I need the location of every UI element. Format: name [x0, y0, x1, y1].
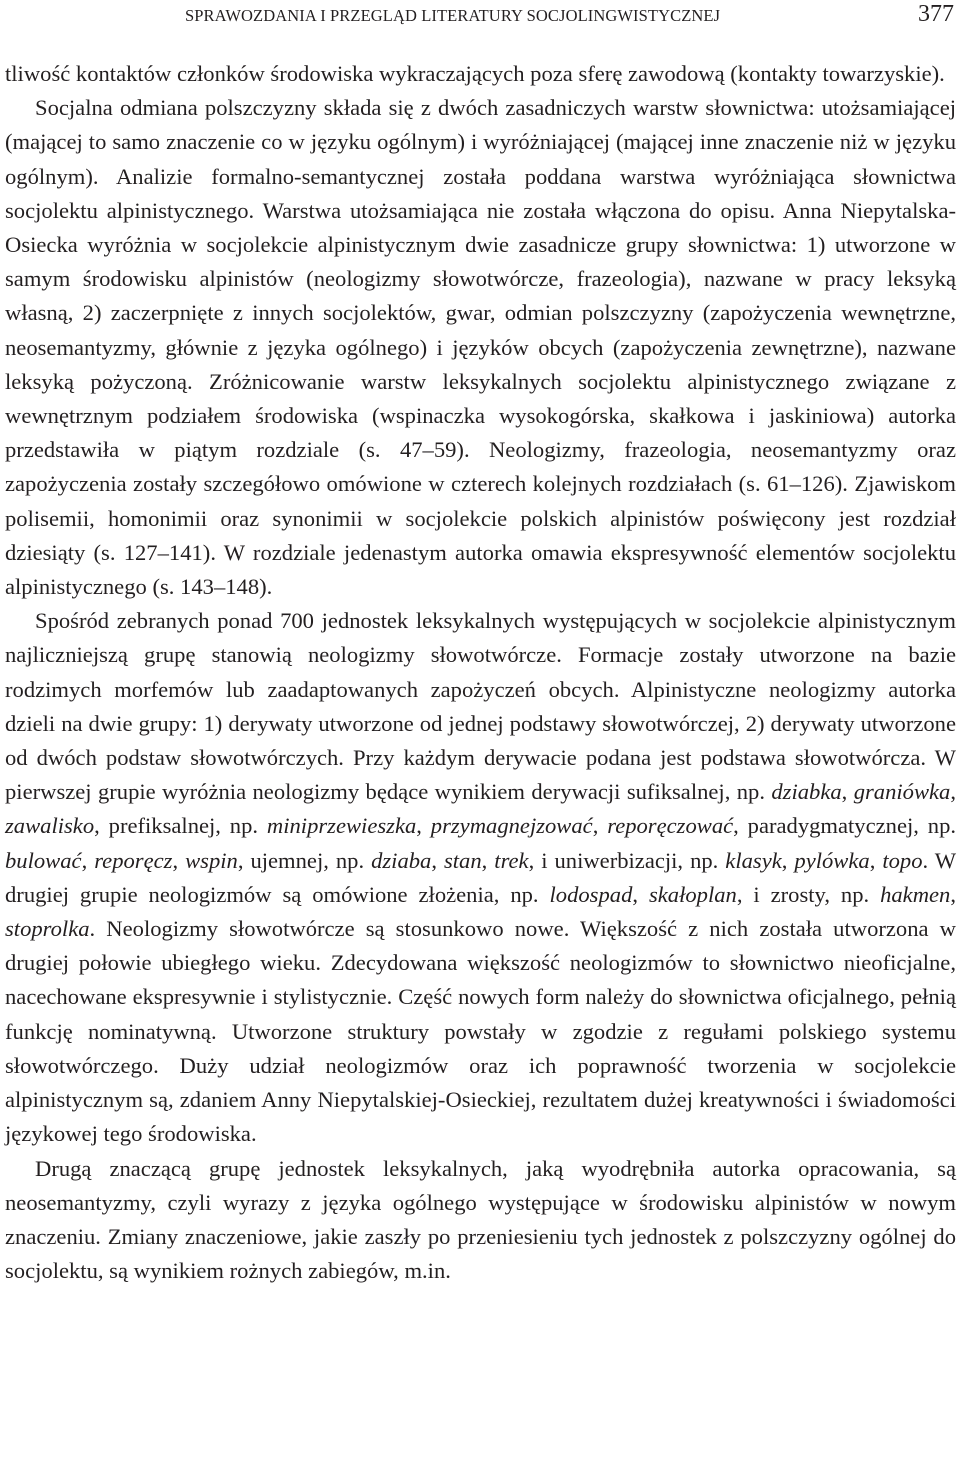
italic-term: hakmen: [880, 881, 951, 907]
text-run: ,: [416, 813, 431, 839]
text-run: ,: [841, 779, 854, 805]
text-run: , i uniwerbizacji, np.: [528, 847, 726, 873]
text-run: ,: [950, 881, 956, 907]
text-run: ,: [172, 847, 186, 873]
text-run: , i zrosty, np.: [736, 881, 881, 907]
italic-term: reporęczować: [607, 813, 734, 839]
italic-term: graniówka: [853, 779, 951, 805]
italic-term: pylówka: [794, 847, 870, 873]
page-number: 377: [918, 1, 954, 27]
text-run: ,: [950, 779, 957, 805]
text-run: , ujemnej, np.: [237, 847, 372, 873]
text-run: Socjalna odmiana polszczyzny składa się z dwóch zasadniczych warstw słownictwa: utożsamiającej (mającej to samo znaczenie co w języku ogólnym) i wyróżniającej (mającej inne znaczenie niż w języku ogólnym). Analizie formalno-semantycznej została poddana warstwa wyróżniająca słownictwa socjolektu alpinistycznego. Warstwa utożsamiająca nie została włączona do opisu. Anna Niepytalska-Osiecka wyróżnia w socjolekcie alpinistycznym dwie zasadnicze grupy słownictwa: 1) utworzone w samym środowisku alpinistów (neologizmy słowotwórcze, frazeologia), nazwane w pracy leksyką własną, 2) zaczerpnięte z innych socjolektów, gwar, odmian polszczyzny (zapożyczenia wewnętrzne, neosemantyzmy, głównie z języka ogólnego) i języków obcych (zapożyczenia zewnętrzne), nazwane leksyką pożyczoną. Zróżnicowanie warstw leksykalnych socjolektu alpinistycznego związane z wewnętrznym podziałem środowiska (wspinaczka wysokogórska, skałkowa i jaskiniowa) autorka przedstawiła w piątym rozdziale (s. 47–59). Neologizmy, frazeologia, neosemantyzmy oraz zapożyczenia zostały szczegółowo omówione w czterech kolejnych rozdziałach (s. 61–126). Zjawiskom polisemii, homonimii oraz synonimii w socjolekcie polskich alpinistów poświęcony jest rozdział dziesiąty (s. 127–141). W rozdziale jedenastym autorka omawia ekspresywność elementów socjolektu alpinistycznego (s. 143–148).: [5, 95, 956, 600]
text-run: ,: [869, 847, 883, 873]
text-run: tliwość kontaktów członków środowiska wykraczających poza sferę zawodową (kontakty towarzyskie).: [5, 61, 945, 86]
italic-term: topo: [882, 847, 923, 873]
italic-term: trek: [494, 847, 529, 873]
italic-term: przymagnejzować: [430, 813, 593, 839]
italic-term: skałoplan: [648, 881, 737, 907]
italic-term: bulować: [5, 847, 82, 873]
text-run: ,: [592, 813, 608, 839]
text-run: ,: [481, 847, 495, 873]
text-run: ,: [781, 847, 795, 873]
paragraph: [5, 57, 956, 91]
text-run: ,: [632, 881, 649, 907]
italic-term: stoprolka: [5, 916, 90, 942]
text-run: ,: [81, 847, 95, 873]
text-run: ,: [431, 847, 444, 873]
paragraph: [5, 91, 956, 604]
italic-term: miniprzewieszka: [266, 813, 417, 839]
paragraph: [5, 1152, 956, 1289]
paragraph: [5, 604, 956, 1151]
text-run: , paradygmatycznej, np.: [733, 813, 957, 839]
running-header: [185, 1, 954, 29]
italic-term: dziaba: [371, 847, 432, 873]
italic-term: lodospad: [549, 881, 633, 907]
italic-term: dziabka: [771, 779, 842, 805]
text-run: , prefiksalnej, np.: [94, 813, 267, 839]
body-text: [5, 57, 956, 1288]
italic-term: zawalisko: [5, 813, 95, 839]
italic-term: stan: [443, 847, 482, 873]
text-run: Spośród zebranych ponad 700 jednostek leksykalnych występujących w socjolekcie alpinistycznym najliczniejszą grupę stanowią neologizmy słowotwórcze. Formacje zostały utworzone na bazie rodzimych morfemów lub zaadaptowanych zapożyczeń obcych. Alpinistyczne neologizmy autorka dzieli na dwie grupy: 1) derywaty utworzone od jednej podstawy słowotwórczej, 2) derywaty utworzone od dwóch podstaw słowotwórczych. Przy każdym derywacie podana jest podstawa słowotwórcza. W pierwszej grupie wyróżnia neologizmy będące wynikiem derywacji sufiksalnej, np.: [5, 608, 956, 805]
text-run: . Neologizmy słowotwórcze są stosunkowo nowe. Większość z nich została utworzona w drugiej połowie ubiegłego wieku. Zdecydowana większość neologizmów to słownictwo nieoficjalne, nacechowane ekspresywnie i stylistycznie. Część nowych form należy do słownictwa oficjalnego, pełnią funkcję nominatywną. Utworzone struktury powstały w zgodzie z regułami polskiego systemu słowotwórczego. Duży udział neologizmów oraz ich poprawność tworzenia w socjolekcie alpinistycznym są, zdaniem Anny Niepytalskiej-Osieckiej, rezultatem dużej kreatywności i świadomości językowej tego środowiska.: [5, 916, 956, 1147]
italic-term: klasyk: [725, 847, 782, 873]
journal-section-title: SPRAWOZDANIA I PRZEGLĄD LITERATURY SOCJOLINGWISTYCZNEJ: [185, 6, 721, 25]
text-run: . W drugiej grupie neologizmów są omówione złożenia, np.: [5, 847, 957, 907]
text-run: Drugą znaczącą grupę jednostek leksykalnych, jaką wyodrębniła autorka opracowania, są neosemantyzmy, czyli wyrazy z języka ogólnego występujące w środowisku alpinistów w nowym znaczeniu. Zmiany znaczeniowe, jakie zaszły po przeniesieniu tych jednostek z polszczyzny ogólnej do socjolektu, są wynikiem rożnych zabiegów, m.in.: [5, 1155, 956, 1284]
italic-term: wspin: [185, 847, 238, 873]
italic-term: reporęcz: [94, 847, 173, 873]
